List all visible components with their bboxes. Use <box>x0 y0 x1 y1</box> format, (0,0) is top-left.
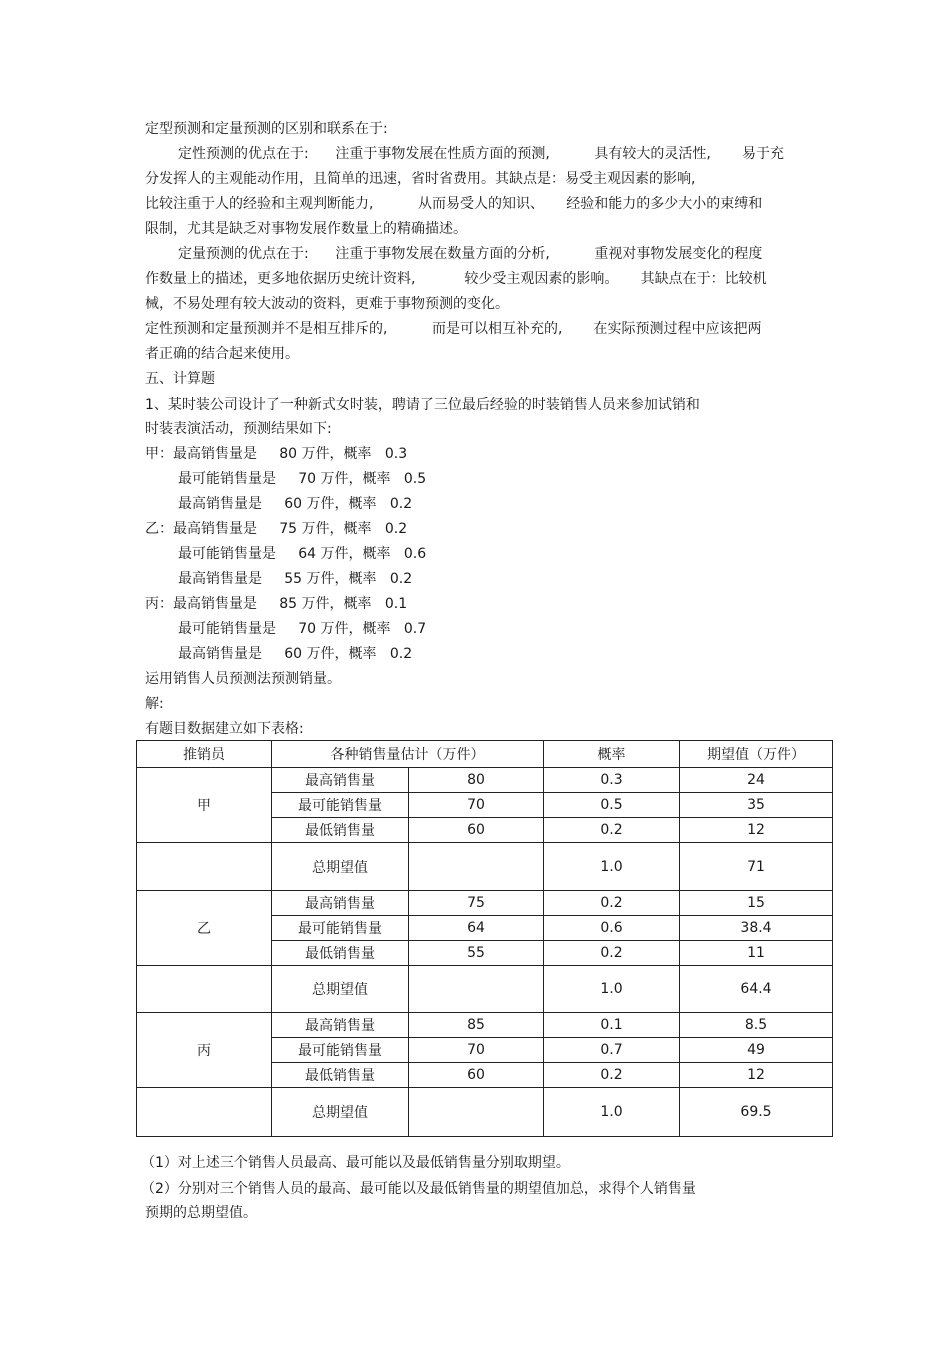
quantity-cell: 70 <box>409 793 544 818</box>
expected-cell: 24 <box>680 768 833 793</box>
quantity-cell: 55 <box>409 941 544 966</box>
header-salesperson: 推销员 <box>137 741 272 768</box>
salesperson-name: 乙 <box>137 891 272 966</box>
table-row <box>137 1013 833 1038</box>
expected-cell: 12 <box>680 818 833 843</box>
estimate-label: 最低销售量 <box>272 818 409 843</box>
estimate-label: 最高销售量 <box>272 1013 409 1038</box>
header-expected: 期望值（万件） <box>680 741 833 768</box>
text-line: 预期的总期望值。 <box>145 1205 257 1221</box>
expected-cell: 8.5 <box>680 1013 833 1038</box>
probability-cell: 0.3 <box>544 768 680 793</box>
empty-cell <box>409 966 544 1013</box>
total-row <box>137 1088 833 1137</box>
total-expected: 71 <box>680 843 833 891</box>
empty-cell <box>137 1088 272 1137</box>
text-line: 械，不易处理有较大波动的资料，更难于事物预测的变化。 <box>145 296 509 312</box>
text-line: 比较注重于人的经验和主观判断能力, 从而易受人的知识、 经验和能力的多少大小的束缚和 <box>145 196 763 212</box>
text-line: 定性预测的优点在于: 注重于事物发展在性质方面的预测, 具有较大的灵活性, 易于充 <box>178 146 784 162</box>
section-heading: 五、计算题 <box>145 371 215 387</box>
estimate-label: 最低销售量 <box>272 1063 409 1088</box>
text-line: 最高销售量是 60 万件，概率 0.2 <box>178 496 413 512</box>
probability-cell: 0.6 <box>544 916 680 941</box>
total-row <box>137 843 833 891</box>
empty-cell <box>137 843 272 891</box>
total-probability: 1.0 <box>544 966 680 1013</box>
text-line: 时装表演活动，预测结果如下: <box>145 421 332 437</box>
total-expected: 64.4 <box>680 966 833 1013</box>
quantity-cell: 85 <box>409 1013 544 1038</box>
salesperson-name: 甲 <box>137 768 272 843</box>
estimate-label: 最低销售量 <box>272 941 409 966</box>
probability-cell: 0.7 <box>544 1038 680 1063</box>
empty-cell <box>409 1088 544 1137</box>
total-label: 总期望值 <box>272 843 409 891</box>
text-line: 最可能销售量是 70 万件，概率 0.5 <box>178 471 427 487</box>
expected-cell: 38.4 <box>680 916 833 941</box>
estimate-label: 最高销售量 <box>272 891 409 916</box>
text-line: 最可能销售量是 64 万件，概率 0.6 <box>178 546 427 562</box>
total-label: 总期望值 <box>272 1088 409 1137</box>
quantity-cell: 80 <box>409 768 544 793</box>
expectation-table <box>136 740 833 1137</box>
text-line: 有题目数据建立如下表格: <box>145 721 304 737</box>
salesperson-name: 丙 <box>137 1013 272 1088</box>
expected-cell: 49 <box>680 1038 833 1063</box>
table-header-row <box>137 741 833 768</box>
text-line: 分发挥人的主观能动作用，且简单的迅速，省时省费用。其缺点是：易受主观因素的影响, <box>145 171 696 187</box>
expected-cell: 15 <box>680 891 833 916</box>
text-line: 甲：最高销售量是 80 万件，概率 0.3 <box>145 446 408 462</box>
estimate-label: 最可能销售量 <box>272 1038 409 1063</box>
text-line: 最可能销售量是 70 万件，概率 0.7 <box>178 621 427 637</box>
estimate-label: 最可能销售量 <box>272 916 409 941</box>
quantity-cell: 60 <box>409 818 544 843</box>
text-line: （2）分别对三个销售人员的最高、最可能以及最低销售量的期望值加总，求得个人销售量 <box>141 1181 696 1197</box>
text-line: 乙：最高销售量是 75 万件，概率 0.2 <box>145 521 408 537</box>
header-estimate: 各种销售量估计（万件） <box>272 741 544 768</box>
text-line: 运用销售人员预测法预测销量。 <box>145 671 341 687</box>
expected-cell: 11 <box>680 941 833 966</box>
quantity-cell: 60 <box>409 1063 544 1088</box>
total-probability: 1.0 <box>544 1088 680 1137</box>
total-expected: 69.5 <box>680 1088 833 1137</box>
quantity-cell: 75 <box>409 891 544 916</box>
header-probability: 概率 <box>544 741 680 768</box>
total-probability: 1.0 <box>544 843 680 891</box>
total-row <box>137 966 833 1013</box>
text-line: 定量预测的优点在于: 注重于事物发展在数量方面的分析, 重视对事物发展变化的程度 <box>178 246 763 262</box>
empty-cell <box>137 966 272 1013</box>
text-line: 者正确的结合起来使用。 <box>145 346 299 362</box>
probability-cell: 0.1 <box>544 1013 680 1038</box>
probability-cell: 0.2 <box>544 891 680 916</box>
probability-cell: 0.2 <box>544 1063 680 1088</box>
estimate-label: 最可能销售量 <box>272 793 409 818</box>
probability-cell: 0.2 <box>544 941 680 966</box>
text-line: 定性预测和定量预测并不是相互排斥的, 而是可以相互补充的, 在实际预测过程中应该把两 <box>145 321 762 337</box>
expected-cell: 35 <box>680 793 833 818</box>
text-line: 限制，尤其是缺乏对事物发展作数量上的精确描述。 <box>145 221 467 237</box>
text-line: 最高销售量是 55 万件，概率 0.2 <box>178 571 413 587</box>
text-line: 定型预测和定量预测的区别和联系在于: <box>145 121 388 137</box>
text-line: 丙：最高销售量是 85 万件，概率 0.1 <box>145 596 408 612</box>
text-line: （1）对上述三个销售人员最高、最可能以及最低销售量分别取期望。 <box>141 1155 570 1171</box>
quantity-cell: 64 <box>409 916 544 941</box>
table-row <box>137 891 833 916</box>
probability-cell: 0.2 <box>544 818 680 843</box>
quantity-cell: 70 <box>409 1038 544 1063</box>
total-label: 总期望值 <box>272 966 409 1013</box>
estimate-label: 最高销售量 <box>272 768 409 793</box>
expected-cell: 12 <box>680 1063 833 1088</box>
text-line: 解: <box>145 696 164 712</box>
text-line: 最高销售量是 60 万件，概率 0.2 <box>178 646 413 662</box>
probability-cell: 0.5 <box>544 793 680 818</box>
text-line: 1、某时装公司设计了一种新式女时装，聘请了三位最后经验的时装销售人员来参加试销和 <box>145 397 700 413</box>
table-row <box>137 768 833 793</box>
empty-cell <box>409 843 544 891</box>
text-line: 作数量上的描述，更多地依据历史统计资料, 较少受主观因素的影响。 其缺点在于：比较机 <box>145 271 767 287</box>
